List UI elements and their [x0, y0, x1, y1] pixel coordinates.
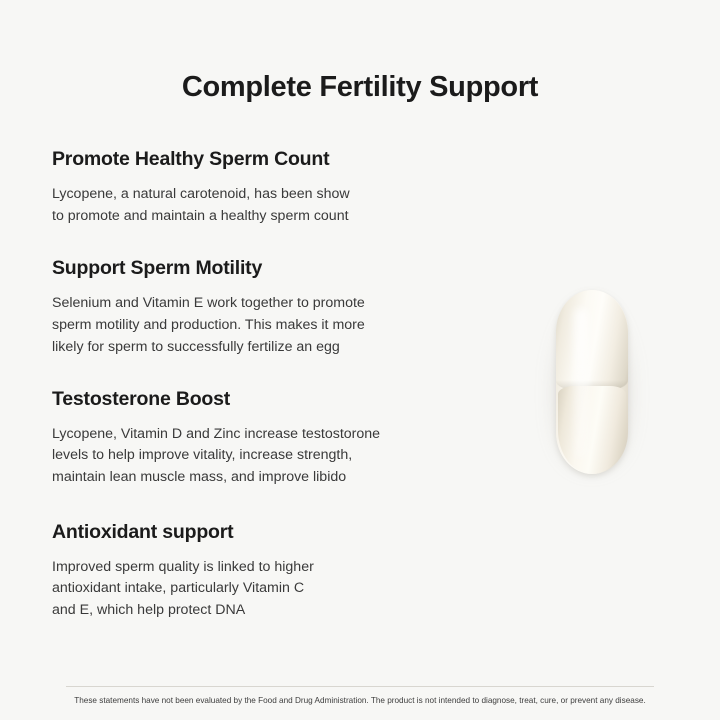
benefit-body: Improved sperm quality is linked to higher antioxidant intake, particularly Vitamin C and E, which help protect DNA [52, 558, 314, 619]
benefits-list [52, 148, 452, 622]
benefit-section-sperm-motility [52, 257, 452, 358]
fda-disclaimer: These statements have not been evaluated by the Food and Drug Administration. The product is not intended to diagnose, treat, cure, or prevent any disease. [66, 686, 654, 707]
benefit-section-testosterone [52, 388, 452, 489]
capsule-pill-image [540, 282, 644, 482]
capsule-highlight [574, 308, 588, 458]
benefit-section-sperm-count [52, 148, 452, 227]
page-title: Complete Fertility Support [181, 71, 539, 104]
capsule-body-outline [556, 290, 628, 474]
benefit-heading: Promote Healthy Sperm Count [52, 148, 330, 170]
benefit-body: Lycopene, a natural carotenoid, has been show to promote and maintain a healthy sperm count [52, 186, 350, 224]
benefit-heading: Testosterone Boost [52, 387, 231, 410]
benefit-heading: Support Sperm Motility [52, 257, 263, 280]
benefit-heading: Antioxidant support [52, 520, 234, 543]
capsule-cap [556, 290, 628, 390]
capsule-lower-half [558, 386, 626, 474]
benefit-section-antioxidant [52, 521, 452, 622]
benefit-body: Selenium and Vitamin E work together to promote sperm motility and production. This makes it more likely for sperm to successfully fertilize an egg [52, 295, 365, 355]
benefit-body: Lycopene, Vitamin D and Zinc increase testostorone levels to help improve vitality, increase strength, maintain lean muscle mass, and improve libido [52, 425, 381, 486]
